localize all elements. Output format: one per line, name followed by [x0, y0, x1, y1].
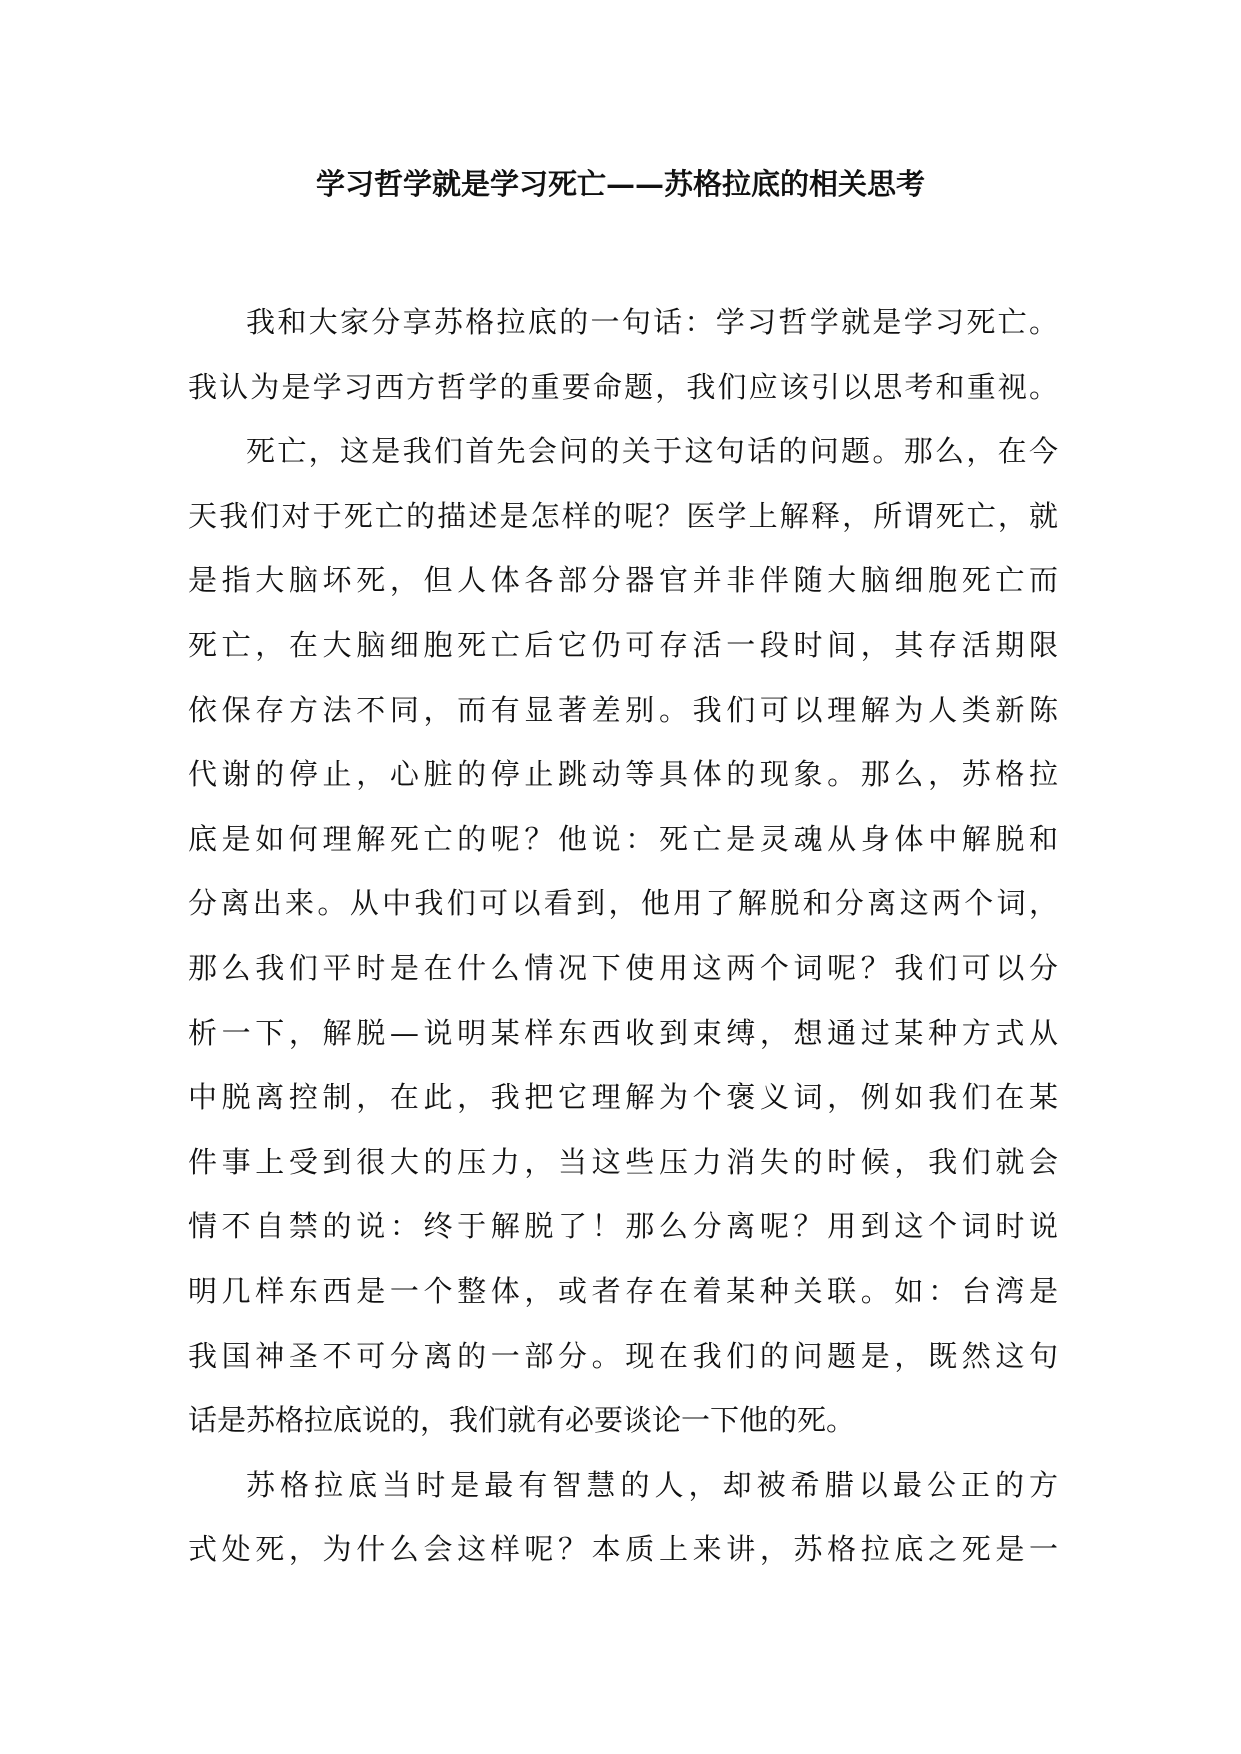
text-line: 我和大家分享苏格拉底的一句话：学习哲学就是学习死亡。 [246, 305, 1058, 339]
text-line: 依保存方法不同，而有显著差别。我们可以理解为人类新陈 [188, 692, 1058, 727]
text-line: 话是苏格拉底说的，我们就有必要谈论一下他的死。 [188, 1403, 856, 1438]
text-line: 死亡，这是我们首先会问的关于这句话的问题。那么，在今 [246, 434, 1058, 469]
text-line: 那么我们平时是在什么情况下使用这两个词呢？我们可以分 [188, 950, 1058, 985]
text-line: 分离出来。从中我们可以看到，他用了解脱和分离这两个词， [188, 886, 1058, 921]
text-line: 中脱离控制，在此，我把它理解为个褒义词，例如我们在某 [188, 1080, 1058, 1115]
text-line: 我国神圣不可分离的一部分。现在我们的问题是，既然这句 [188, 1338, 1058, 1373]
paragraph-2 [188, 419, 1058, 1453]
text-line: 底是如何理解死亡的呢？他说：死亡是灵魂从身体中解脱和 [188, 821, 1058, 856]
text-line: 明几样东西是一个整体，或者存在着某种关联。如：台湾是 [188, 1273, 1058, 1308]
text-line: 析一下，解脱—说明某样东西收到束缚，想通过某种方式从 [188, 1015, 1058, 1050]
text-line: 死亡，在大脑细胞死亡后它仍可存活一段时间，其存活期限 [188, 627, 1058, 662]
text-line: 件事上受到很大的压力，当这些压力消失的时候，我们就会 [188, 1144, 1058, 1179]
document-title: 学习哲学就是学习死亡——苏格拉底的相关思考 [315, 167, 925, 201]
paragraph-1 [188, 290, 1058, 419]
text-line: 是指大脑坏死，但人体各部分器官并非伴随大脑细胞死亡而 [188, 563, 1058, 598]
paragraph-3 [188, 1453, 1058, 1582]
text-line: 我认为是学习西方哲学的重要命题，我们应该引以思考和重视。 [188, 369, 1058, 404]
text-line: 苏格拉底当时是最有智慧的人，却被希腊以最公正的方 [246, 1467, 1058, 1502]
text-line: 式处死，为什么会这样呢？本质上来讲，苏格拉底之死是一 [188, 1532, 1058, 1567]
document-body [188, 290, 1058, 1582]
text-line: 代谢的停止，心脏的停止跳动等具体的现象。那么，苏格拉 [188, 757, 1058, 792]
text-line: 天我们对于死亡的描述是怎样的呢？医学上解释，所谓死亡，就 [188, 498, 1058, 533]
text-line: 情不自禁的说：终于解脱了！那么分离呢？用到这个词时说 [188, 1209, 1058, 1244]
